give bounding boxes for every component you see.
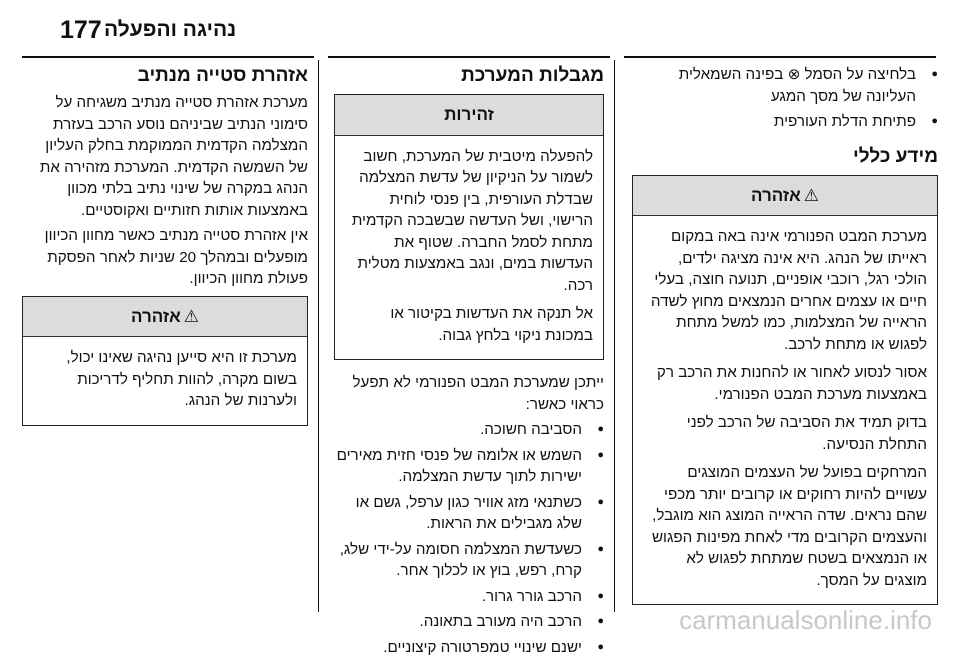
warning-box (632, 175, 938, 606)
caution-box (334, 94, 604, 360)
warning-label: אזהרה (131, 306, 181, 326)
warning-paragraph: מערכת זו היא סייען נהיגה שאינו יכול, בשום מקרה, להוות תחליף לדריכות ולערנות של הנהג. (66, 349, 297, 409)
column-divider-left (318, 60, 319, 612)
section-title-limitations: מגבלות המערכת (461, 65, 604, 86)
page-number: 177 (60, 16, 102, 44)
list-item: ● הרכב גורר גרור. (334, 586, 604, 608)
warning-box-body (23, 337, 307, 425)
caution-paragraph: אל תנקה את העדשות בקיטור או במכונת ניקוי בלחץ גבוה. (390, 305, 593, 344)
middle-column (334, 64, 604, 662)
warning-paragraph: אסור לנסוע לאחור או להחנות את הרכב רק באמצעות מערכת המבט הפנורמי. (656, 364, 927, 403)
limitations-intro: ייתכן שמערכת המבט הפנורמי לא תפעל כראוי כאשר: (352, 374, 604, 413)
header-rule-middle (328, 56, 610, 58)
header-rule-left (22, 56, 314, 58)
warning-paragraph: המרחקים בפועל של העצמים המוצגים עשויים להיות רחוקים או קרובים יותר מכפי שהם נראים. שדה הראייה המוצג הוא מוגבל, והעצמים הקרובים מדי לאחת מפינות הפגוש או הנמצאים בשטח שמתחת לפגוש לא מוצגים על המסך. (651, 464, 927, 589)
list-item: ● פתיחת הדלת העורפית (632, 111, 938, 133)
right-column (632, 64, 938, 613)
column-divider-right (614, 60, 615, 612)
limitations-list (334, 419, 604, 658)
lane-departure-paragraph: מערכת אזהרת סטייה מנתיב משגיחה על סימוני הנתיב שביניהם נוסע הרכב בעזרת המצלמה הקדמית הממוקמת בחלק העליון של השמשה הקדמית. המערכת מזהירה את הנהג במקרה של שינוי נתיב בלתי מכוון באמצעות אותות חזותיים ואקוסטיים. (39, 94, 308, 219)
caution-paragraph: להפעלה מיטבית של המערכת, חשוב לשמור על הניקיון של עדשת המצלמה שבדלת העורפית, בין פנסי לוחית הרישוי, ושל העדשה שבשבכה הקדמית מתחת לסמל החברה. שטוף את העדשות במים, ונגב באמצעות מטלית רכה. (351, 147, 593, 294)
list-item: ● בלחיצה על הסמל ⊗ בפינה השמאלית העליונה של מסך המגע (632, 64, 938, 107)
list-item: ● השמש או אלומה של פנסי חזית מאירים ישירות לתוך עדשת המצלמה. (334, 445, 604, 488)
caution-box-header: זהירות (335, 95, 603, 136)
page-header (0, 0, 960, 50)
list-item: ● כשעדשת המצלמה חסומה על-ידי שלג, קרח, רפש, בוץ או לכלוך אחר. (334, 539, 604, 582)
warning-paragraph: מערכת המבט הפנורמי אינה באה במקום ראייתו של הנהג. היא אינה מציגה ילדים, הולכי רגל, רוכבי אופניים, תנועה חוצה, בעלי חיים או עצמים אחרים הנמצאים מחוץ לשדה הראייה של המצלמות, כמו למשל מתחת לפגוש או מתחת לרכב. (650, 228, 927, 353)
list-item: ● כשתנאי מזג אוויר כגון ערפל, גשם או שלג מגבילים את הראות. (334, 492, 604, 535)
section-title-lane-departure: אזהרת סטייה מנתיב (137, 65, 308, 86)
list-item: ● הסביבה חשוכה. (334, 419, 604, 441)
touch-exit-list (632, 64, 938, 133)
warning-box-body (633, 216, 937, 604)
warning-triangle-icon: ⚠ (183, 306, 199, 326)
warning-box-header (23, 297, 307, 338)
watermark: carmanualsonline.info (679, 605, 932, 635)
section-title-general: מידע כללי (852, 145, 938, 167)
warning-label: אזהרה (751, 185, 801, 205)
lane-departure-paragraph: אין אזהרת סטייה מנתיב כאשר מחוון הכיוון מופעלים ובמהלך 20 שניות לאחר הפסקת פעולת מחוון הכיוון. (44, 227, 308, 287)
warning-paragraph: בדוק תמיד את הסביבה של הרכב לפני התחלת הנסיעה. (686, 414, 927, 453)
header-rule-right (624, 56, 936, 58)
warning-box-header (633, 176, 937, 217)
warning-triangle-icon: ⚠ (803, 185, 819, 205)
caution-box-body (335, 136, 603, 360)
warning-box (22, 296, 308, 426)
chapter-title: נהיגה והפעלה (104, 18, 237, 41)
list-item: ● הרכב היה מעורב בתאונה. (334, 611, 604, 633)
left-column (22, 64, 308, 434)
list-item: ● ישנם שינויי טמפרטורה קיצוניים. (334, 637, 604, 659)
